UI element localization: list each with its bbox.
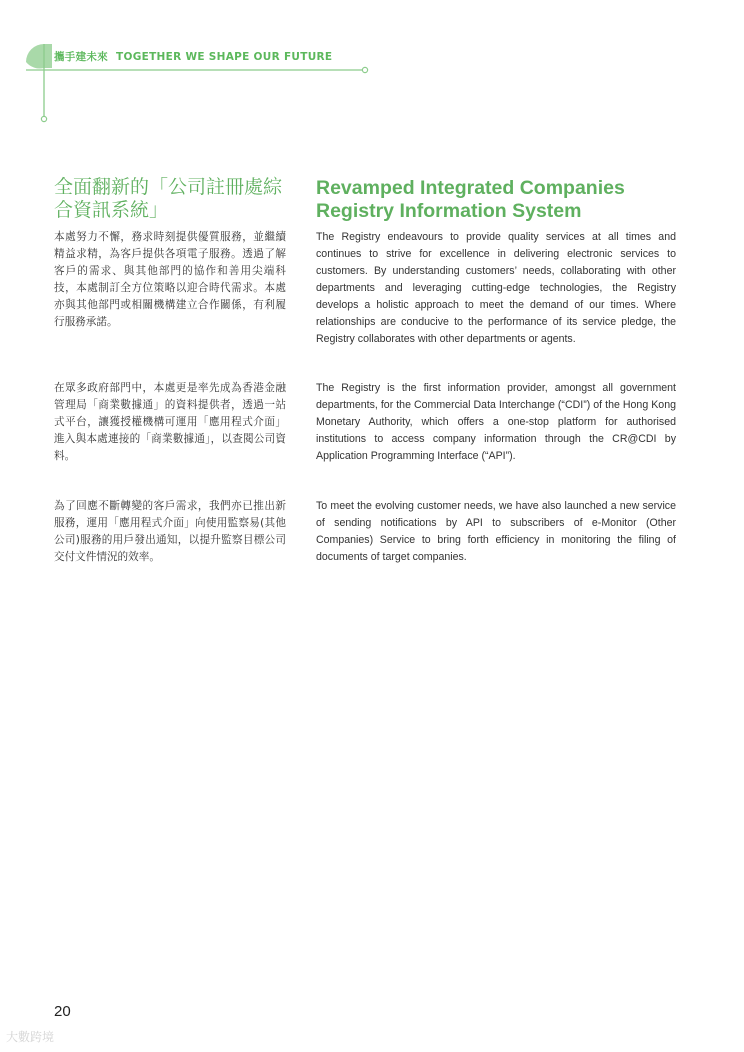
paragraph-zh-2-block <box>54 380 286 465</box>
paragraph-zh-1-block <box>54 229 286 331</box>
paragraph-en-2-block <box>316 380 676 465</box>
paragraph-zh-3: 為了回應不斷轉變的客戶需求，我們亦已推出新服務，運用「應用程式介面」向使用監察易(其他公司)服務的用戶發出通知，以提升監察目標公司交付文件情況的效率。 <box>54 500 286 563</box>
rule-end-dot <box>41 116 46 121</box>
paragraph-en-1: The Registry endeavours to provide quality services at all times and continues to strive for excellence in delivering electronic services to customers. By understanding customers’ needs, collaborating with other departments and leveraging cutting-edge technologies, the Registry develops a holistic approach to meet the demand of our times. Where relationships are conducive to the performance of its service pledge, the Registry collaborates with other departments or agents. <box>316 231 676 345</box>
paragraph-en-1-block <box>316 229 676 348</box>
paragraph-zh-1: 本處努力不懈，務求時刻提供優質服務，並繼續精益求精，為客戶提供各項電子服務。透過了解客戶的需求、與其他部門的協作和善用尖端科技，本處制訂全方位策略以迎合時代需求。本處亦與其他部門或相關機構建立合作關係，有利履行服務承諾。 <box>54 231 286 328</box>
leaf-shape <box>26 44 52 68</box>
page-number: 20 <box>54 1003 71 1020</box>
header-en: TOGETHER WE SHAPE OUR FUTURE <box>116 51 333 63</box>
section-title-en: Revamped Integrated Companies Registry Information System <box>316 177 625 222</box>
paragraph-en-3-block <box>316 498 676 566</box>
running-header <box>54 49 332 64</box>
watermark: 大數跨境 <box>6 1030 55 1044</box>
rule-end-circle <box>362 67 367 72</box>
paragraph-zh-2: 在眾多政府部門中，本處更是率先成為香港金融管理局「商業數據通」的資料提供者，透過一站式平台，讓獲授權機構可運用「應用程式介面」進入與本處連接的「商業數據通」，以查閱公司資料。 <box>54 382 286 462</box>
section-title-zh: 全面翻新的「公司註冊處綜合資訊系統」 <box>54 176 283 221</box>
header-decoration <box>0 0 744 130</box>
paragraph-en-3: To meet the evolving customer needs, we have also launched a new service of sending notifications by API to subscribers of e-Monitor (Other Companies) Service to bring forth efficiency in monitoring the filing of documents of target companies. <box>316 500 676 563</box>
paragraph-en-2: The Registry is the first information provider, amongst all government departments, for the Commercial Data Interchange (“CDI”) of the Hong Kong Monetary Authority, which offers a one-stop platform for authorised institutions to access company information through the CR@CDI by Application Programming Interface (“API”). <box>316 382 676 462</box>
header-zh: 攜手建未來 <box>54 51 108 63</box>
paragraph-zh-3-block <box>54 498 286 566</box>
